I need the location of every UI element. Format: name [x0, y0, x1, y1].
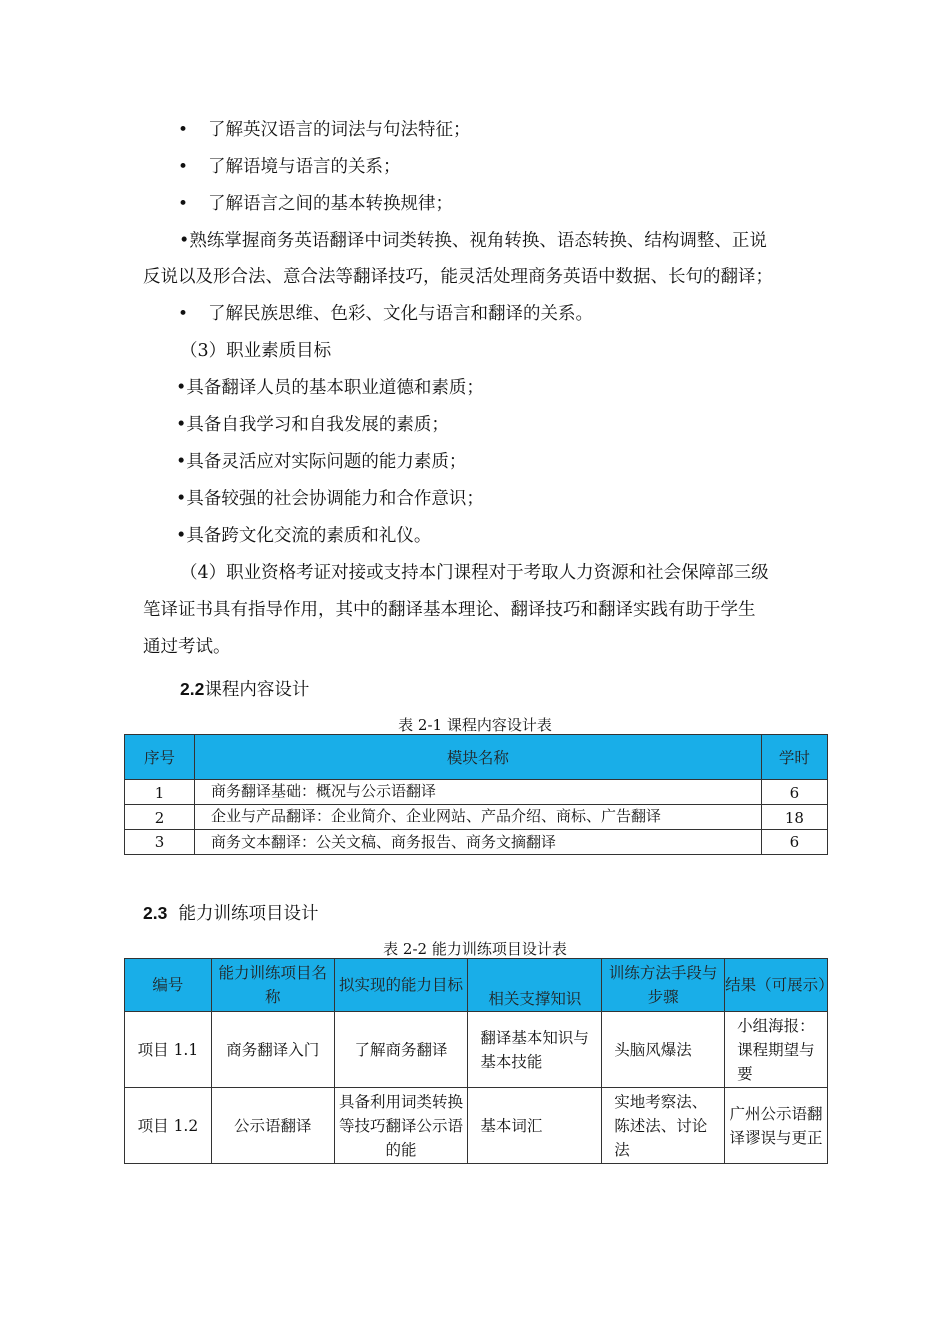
- training-project-table: [124, 958, 834, 1164]
- quality-item: •具备跨文化交流的素质和礼仪。: [176, 526, 432, 546]
- bullet-mark: •: [178, 194, 189, 214]
- project-method: 实地考察法、陈述法、讨论法: [602, 1088, 725, 1164]
- project-name: 商务翻译入门: [211, 1012, 334, 1088]
- section-heading-2-2: [180, 677, 309, 702]
- module-name: 商务翻译基础：概况与公示语翻译: [194, 780, 761, 805]
- table-row: [125, 780, 828, 805]
- section-number: 2.2: [180, 679, 205, 699]
- column-header: 序号: [125, 735, 195, 780]
- bullet-mark: •: [178, 120, 189, 140]
- column-header: 编号: [125, 959, 212, 1012]
- cert-para-line2: 笔译证书具有指导作用，其中的翻译基本理论、翻译技巧和翻译实践有助于学生: [143, 600, 756, 620]
- project-goal: 了解商务翻译: [334, 1012, 468, 1088]
- project-id: 项目 1.2: [125, 1088, 212, 1164]
- section-title: 课程内容设计: [204, 680, 310, 700]
- project-knowledge: 翻译基本知识与基本技能: [468, 1012, 602, 1088]
- column-header: 结果（可展示）: [725, 959, 828, 1012]
- section-title: 能力训练项目设计: [178, 904, 319, 924]
- cert-para-line1: （4）职业资格考证对接或支持本门课程对于考取人力资源和社会保障部三级: [180, 563, 769, 583]
- table-row: [125, 805, 828, 830]
- row-number: 2: [125, 805, 195, 830]
- module-name: 企业与产品翻译：企业简介、企业网站、产品介绍、商标、广告翻译: [194, 805, 761, 830]
- module-name: 商务文本翻译：公关文稿、商务报告、商务文摘翻译: [194, 830, 761, 855]
- project-result: 小组海报：课程期望与要: [725, 1012, 828, 1088]
- table-row: [125, 830, 828, 855]
- quality-item: •具备灵活应对实际问题的能力素质；: [176, 452, 467, 472]
- hours: 6: [761, 830, 827, 855]
- bullet-text: 了解语言之间的基本转换规律；: [208, 194, 453, 214]
- project-knowledge: 基本词汇: [468, 1088, 602, 1164]
- hours: 18: [761, 805, 827, 830]
- column-header: 相关支撑知识: [468, 959, 602, 1012]
- quality-heading: （3）职业素质目标: [180, 341, 332, 361]
- table-row: [125, 1088, 828, 1164]
- bullet-mark: •: [178, 157, 189, 177]
- project-goal: 具备利用词类转换等技巧翻译公示语的能: [334, 1088, 468, 1164]
- row-number: 3: [125, 830, 195, 855]
- column-header: 学时: [761, 735, 827, 780]
- project-result: 广州公示语翻译谬误与更正: [725, 1088, 828, 1164]
- bullet-text: 了解民族思维、色彩、文化与语言和翻译的关系。: [208, 304, 593, 324]
- table-header-row: [125, 959, 828, 1012]
- skill-bullet-line1: •熟练掌握商务英语翻译中词类转换、视角转换、语态转换、结构调整、正说: [179, 231, 767, 251]
- table-header-row: [125, 735, 828, 780]
- quality-item: •具备较强的社会协调能力和合作意识；: [176, 489, 484, 509]
- row-number: 1: [125, 780, 195, 805]
- column-header: 能力训练项目名称: [211, 959, 334, 1012]
- quality-item: •具备自我学习和自我发展的素质；: [176, 415, 449, 435]
- hours: 6: [761, 780, 827, 805]
- quality-item: •具备翻译人员的基本职业道德和素质；: [176, 378, 484, 398]
- table-row: [125, 1012, 828, 1088]
- column-header: 拟实现的能力目标: [334, 959, 468, 1012]
- course-content-table: [124, 734, 828, 855]
- skill-bullet-line2: 反说以及形合法、意合法等翻译技巧，能灵活处理商务英语中数据、长句的翻译；: [143, 267, 773, 287]
- bullet-text: 了解语境与语言的关系；: [208, 157, 401, 177]
- bullet-mark: •: [178, 304, 189, 324]
- section-heading-2-3: [143, 901, 318, 926]
- project-id: 项目 1.1: [125, 1012, 212, 1088]
- section-number: 2.3: [143, 903, 168, 923]
- table2-caption: 表 2-2 能力训练项目设计表: [383, 940, 567, 958]
- project-name: 公示语翻译: [211, 1088, 334, 1164]
- table1-caption: 表 2-1 课程内容设计表: [398, 716, 552, 734]
- column-header: 训练方法手段与步骤: [602, 959, 725, 1012]
- project-method: 头脑风爆法: [602, 1012, 725, 1088]
- column-header: 模块名称: [194, 735, 761, 780]
- bullet-text: 了解英汉语言的词法与句法特征；: [208, 120, 471, 140]
- cert-para-line3: 通过考试。: [143, 637, 231, 657]
